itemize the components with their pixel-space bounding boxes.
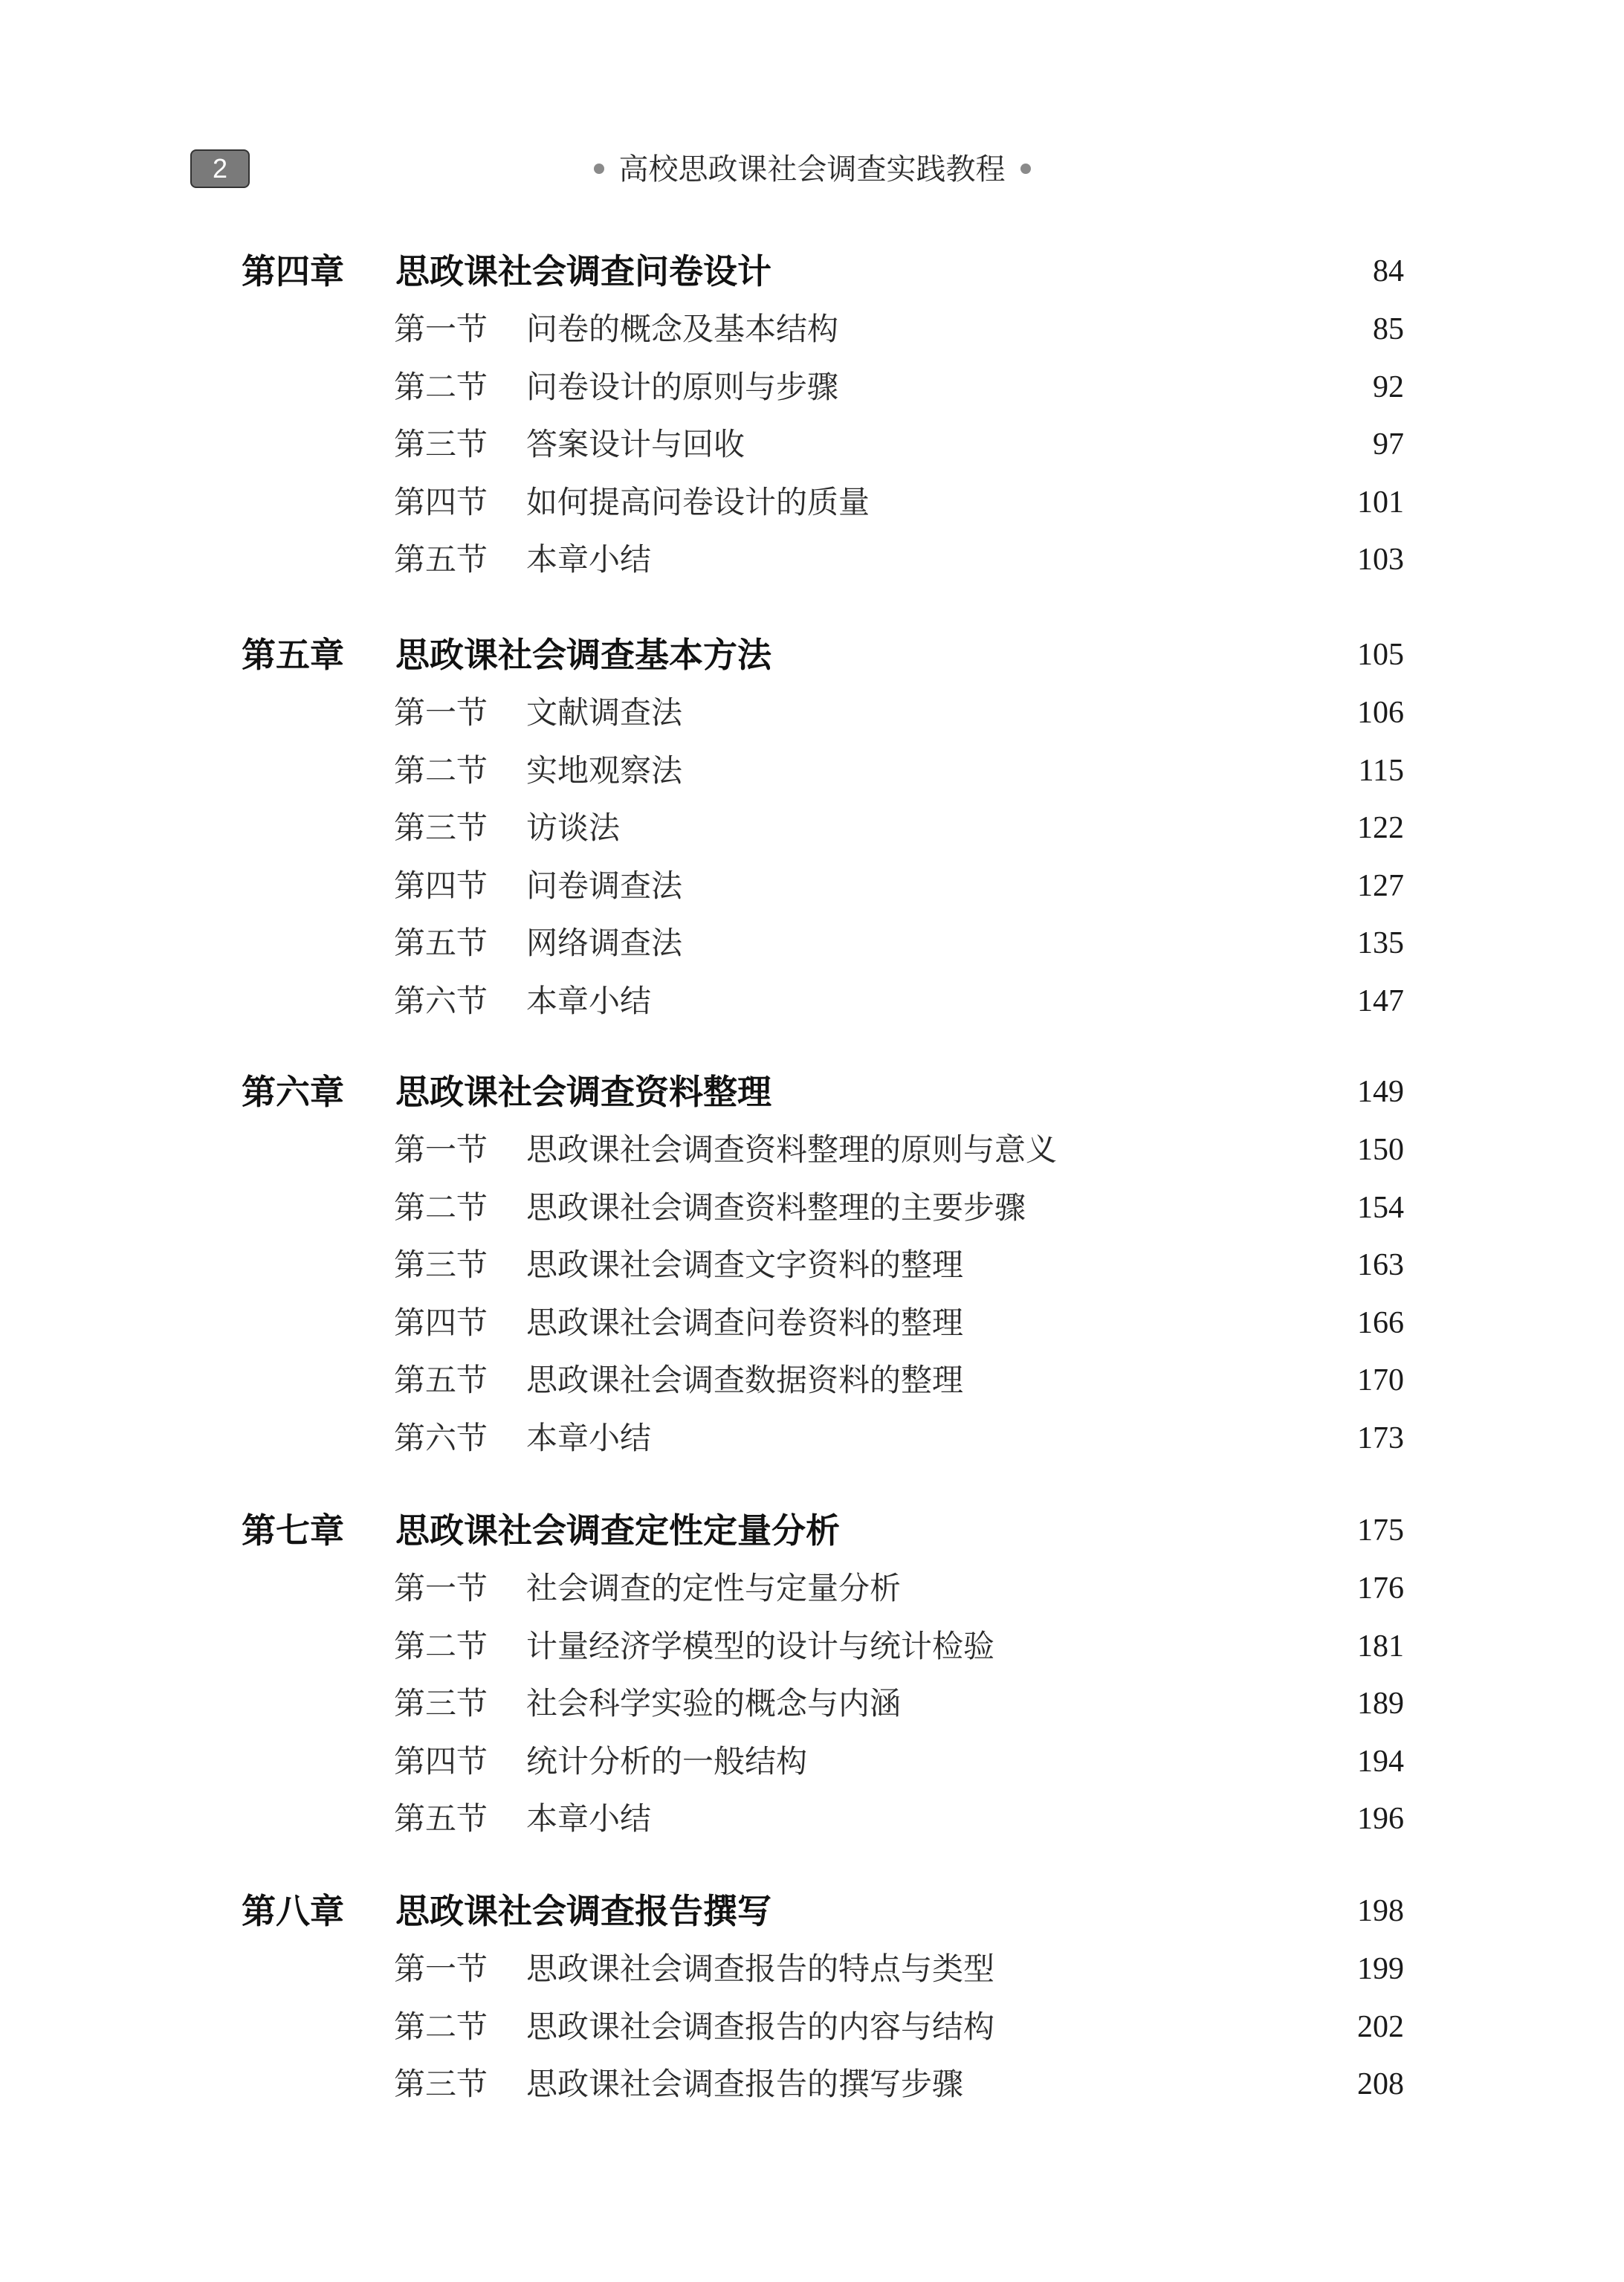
chapter-title: 思政课社会调查基本方法 [395,635,771,675]
section-title: 社会科学实验的概念与内涵 [526,1685,902,1722]
section-page-number: 189 [1357,1687,1404,1721]
toc-section-row[interactable] [0,980,1624,1023]
section-number: 第六节 [394,983,488,1019]
chapter-title: 思政课社会调查资料整理 [395,1072,771,1112]
section-title: 本章小结 [526,1800,652,1837]
section-title: 网络调查法 [526,925,683,961]
toc-section-row[interactable] [0,1128,1624,1171]
section-page-number: 199 [1357,1952,1404,1986]
toc-section-row[interactable] [0,864,1624,908]
chapter-title: 思政课社会调查问卷设计 [395,251,771,291]
section-page-number: 170 [1357,1363,1404,1397]
running-header-title: 高校思政课社会调查实践教程 [618,152,1006,187]
section-title: 思政课社会调查报告的撰写步骤 [526,2066,964,2102]
chapter-number: 第七章 [242,1510,344,1551]
section-title: 问卷的概念及基本结构 [526,311,839,347]
section-number: 第三节 [394,2066,488,2102]
section-number: 第五节 [394,925,488,961]
toc-section-row[interactable] [0,1359,1624,1402]
section-number: 第一节 [394,1950,488,1987]
page-number-badge: 2 [190,149,250,188]
section-page-number: 103 [1357,543,1404,577]
toc-section-row[interactable] [0,2063,1624,2106]
toc-section-row[interactable] [0,308,1624,351]
chapter-title: 思政课社会调查报告撰写 [395,1891,771,1931]
toc-chapter-row[interactable] [0,1890,1624,1933]
section-page-number: 127 [1357,869,1404,903]
toc-section-row[interactable] [0,1948,1624,1991]
section-number: 第三节 [394,1247,488,1283]
section-number: 第一节 [394,1131,488,1168]
toc-section-row[interactable] [0,481,1624,524]
toc-chapter-row[interactable] [0,1509,1624,1552]
toc-section-row[interactable] [0,922,1624,965]
section-title: 思政课社会调查资料整理的原则与意义 [526,1131,1058,1168]
chapter-page-number: 198 [1357,1894,1404,1928]
section-title: 答案设计与回收 [526,426,745,462]
section-number: 第二节 [394,1628,488,1664]
chapter-number: 第四章 [242,251,344,291]
chapter-number: 第五章 [242,635,344,675]
section-page-number: 147 [1357,984,1404,1018]
toc-section-row[interactable] [0,2005,1624,2049]
section-number: 第二节 [394,2008,488,2045]
section-page-number: 163 [1357,1248,1404,1282]
chapter-title: 思政课社会调查定性定量分析 [395,1510,840,1551]
section-number: 第三节 [394,1685,488,1722]
section-page-number: 106 [1357,696,1404,730]
section-title: 文献调查法 [526,694,683,731]
section-title: 思政课社会调查问卷资料的整理 [526,1305,964,1341]
section-page-number: 173 [1357,1421,1404,1455]
toc-section-row[interactable] [0,1625,1624,1668]
section-page-number: 97 [1373,427,1404,462]
section-title: 问卷调查法 [526,867,683,904]
section-number: 第四节 [394,1743,488,1780]
chapter-page-number: 175 [1357,1513,1404,1548]
section-title: 本章小结 [526,983,652,1019]
section-title: 思政课社会调查数据资料的整理 [526,1362,964,1398]
toc-section-row[interactable] [0,1417,1624,1460]
section-page-number: 194 [1357,1745,1404,1779]
section-title: 访谈法 [526,809,621,846]
section-title: 思政课社会调查报告的内容与结构 [526,2008,995,2045]
section-page-number: 154 [1357,1191,1404,1225]
toc-section-row[interactable] [0,1797,1624,1840]
section-page-number: 92 [1373,370,1404,404]
section-number: 第一节 [394,311,488,347]
section-title: 社会调查的定性与定量分析 [526,1570,902,1606]
section-page-number: 122 [1357,811,1404,845]
section-page-number: 150 [1357,1133,1404,1167]
toc-section-row[interactable] [0,807,1624,850]
section-page-number: 208 [1357,2067,1404,2101]
toc-chapter-row[interactable] [0,633,1624,676]
section-number: 第三节 [394,809,488,846]
section-number: 第三节 [394,426,488,462]
chapter-page-number: 84 [1373,254,1404,288]
section-title: 本章小结 [526,541,652,578]
toc-section-row[interactable] [0,691,1624,734]
toc-section-row[interactable] [0,423,1624,466]
section-number: 第四节 [394,867,488,904]
toc-section-row[interactable] [0,749,1624,792]
section-number: 第四节 [394,1305,488,1341]
section-number: 第五节 [394,541,488,578]
toc-section-row[interactable] [0,1740,1624,1783]
section-title: 统计分析的一般结构 [526,1743,808,1780]
section-number: 第二节 [394,1189,488,1226]
toc-section-row[interactable] [0,1682,1624,1725]
chapter-page-number: 105 [1357,638,1404,672]
toc-section-row[interactable] [0,538,1624,581]
toc-chapter-row[interactable] [0,1070,1624,1113]
section-title: 本章小结 [526,1420,652,1456]
section-page-number: 135 [1357,926,1404,960]
section-title: 思政课社会调查资料整理的主要步骤 [526,1189,1026,1226]
section-page-number: 101 [1357,485,1404,520]
section-page-number: 85 [1373,312,1404,346]
section-title: 如何提高问卷设计的质量 [526,484,870,520]
section-title: 实地观察法 [526,752,683,789]
toc-chapter-row[interactable] [0,250,1624,293]
section-page-number: 202 [1357,2010,1404,2044]
section-title: 思政课社会调查报告的特点与类型 [526,1950,995,1987]
section-number: 第二节 [394,752,488,789]
toc-section-row[interactable] [0,1186,1624,1229]
section-page-number: 181 [1357,1629,1404,1664]
toc-section-row[interactable] [0,1302,1624,1345]
section-number: 第一节 [394,694,488,731]
section-title: 问卷设计的原则与步骤 [526,369,839,405]
chapter-number: 第六章 [242,1072,344,1112]
section-number: 第五节 [394,1362,488,1398]
section-page-number: 176 [1357,1571,1404,1606]
section-number: 第四节 [394,484,488,520]
section-number: 第一节 [394,1570,488,1606]
section-title: 思政课社会调查文字资料的整理 [526,1247,964,1283]
section-number: 第六节 [394,1420,488,1456]
chapter-page-number: 149 [1357,1075,1404,1109]
section-page-number: 196 [1357,1802,1404,1836]
toc-section-row[interactable] [0,1567,1624,1610]
toc-section-row[interactable] [0,366,1624,409]
section-title: 计量经济学模型的设计与统计检验 [526,1628,995,1664]
toc-section-row[interactable] [0,1244,1624,1287]
section-number: 第二节 [394,369,488,405]
section-page-number: 166 [1357,1306,1404,1340]
section-number: 第五节 [394,1800,488,1837]
section-page-number: 115 [1358,754,1404,788]
chapter-number: 第八章 [242,1891,344,1931]
